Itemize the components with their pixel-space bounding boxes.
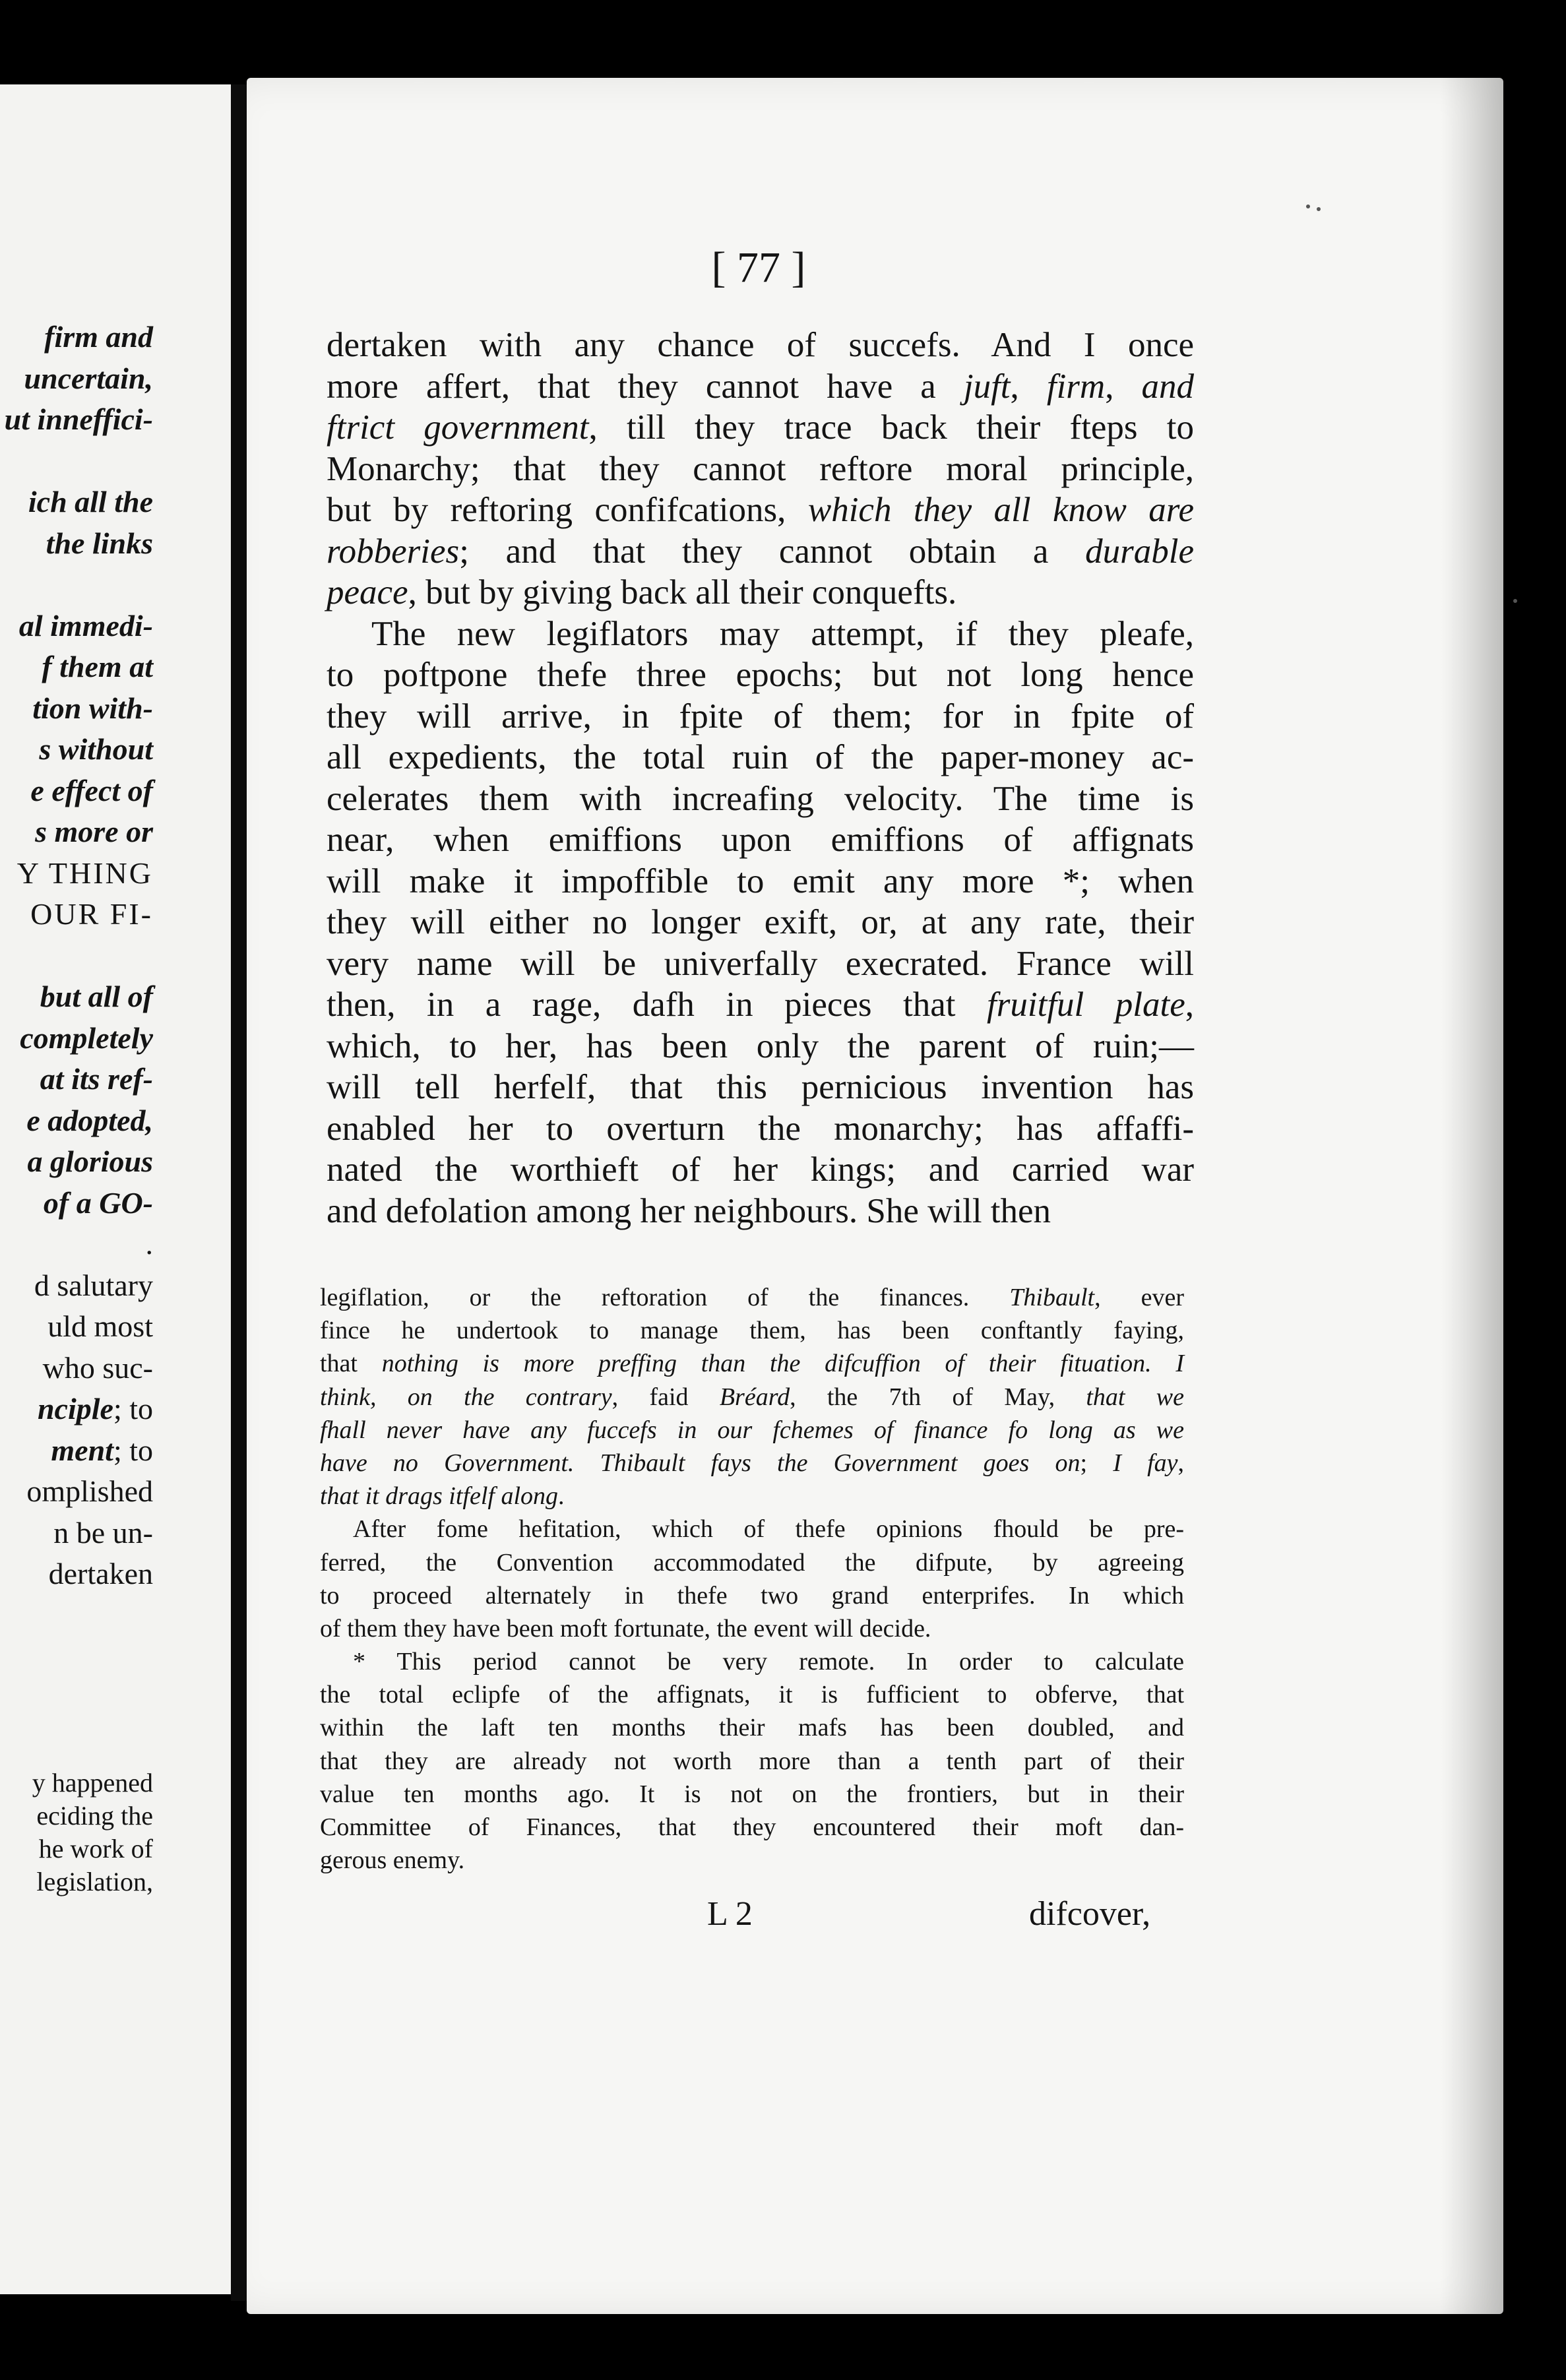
previous-page-line: al immedi- <box>18 608 153 642</box>
previous-page-line: the links <box>46 526 153 560</box>
book-gutter <box>231 84 247 2301</box>
previous-page-line: s more or <box>35 815 153 848</box>
footnote-line: fhall never have any fuccefs in our fchemes of finance fo long as we <box>320 1416 1184 1444</box>
text-line: to poftpone thefe three epochs; but not long hence <box>327 656 1194 694</box>
previous-page-line: a glorious <box>27 1144 153 1178</box>
footnote-line: to proceed alternately in thefe two grand enterprifes. In which <box>320 1581 1184 1610</box>
previous-page-line: firm and <box>44 320 153 354</box>
previous-page-line: OUR FI- <box>30 897 153 931</box>
previous-page-line: ut inneffici- <box>4 402 153 436</box>
previous-page-line: e effect of <box>30 773 153 807</box>
text-line: robberies; and that they cannot obtain a durable <box>327 532 1194 571</box>
footnote-line: value ten months ago. It is not on the frontiers, but in their <box>320 1780 1184 1808</box>
previous-page-line: . <box>145 1227 153 1261</box>
text-line: they will either no longer exift, or, at any rate, their <box>327 903 1194 941</box>
footnotes <box>320 1281 1184 1877</box>
previous-page-line: Y THING <box>16 856 153 890</box>
text-line: which, to her, has been only the parent of ruin;— <box>327 1026 1194 1065</box>
footnote-line: fince he undertook to manage them, has been conftantly faying, <box>320 1317 1184 1345</box>
previous-page-line: nciple; to <box>37 1392 153 1425</box>
signature-mark: L 2 <box>707 1895 753 1933</box>
footnote-line: the total eclipfe of the affignats, it is fufficient to obferve, that <box>320 1681 1184 1709</box>
text-line: but by reftoring confifcations, which they all know are <box>327 491 1194 529</box>
text-line: and defolation among her neighbours. She will then <box>327 1191 1051 1230</box>
text-line: they will arrive, in fpite of them; for in fpite of <box>327 697 1194 736</box>
text-line: Monarchy; that they cannot reftore moral principle, <box>327 449 1194 488</box>
footnote-line: legiflation, or the reftoration of the finances. Thibault, ever <box>320 1284 1184 1311</box>
text-line: near, when emiffions upon emiffions of affignats <box>327 821 1194 859</box>
previous-page-line: ment; to <box>51 1433 153 1467</box>
previous-page-line: tion with- <box>32 691 153 725</box>
footnote-line: that nothing is more preffing than the difcuffion of their fituation. I <box>320 1350 1184 1378</box>
text-line: nated the worthieft of her kings; and carried war <box>327 1150 1194 1189</box>
running-head-page-number: [ 77 ] <box>711 243 806 292</box>
footnote-line: that they are already not worth more than a tenth part of their <box>320 1747 1184 1775</box>
footnote-line: After fome hefitation, which of thefe opinions fhould be pre- <box>353 1515 1184 1544</box>
previous-page-line: e adopted, <box>26 1103 153 1137</box>
previous-page-line: dertaken <box>48 1557 153 1590</box>
previous-page-line: completely <box>20 1020 153 1055</box>
main-body-text <box>327 325 1194 1232</box>
paper-speck <box>1513 599 1517 603</box>
footnote-line: that it drags itfelf along. <box>320 1482 565 1511</box>
footnote-line: think, on the contrary, faid Bréard, the 7th of May, that we <box>320 1383 1184 1411</box>
previous-page-line: omplished <box>26 1474 153 1508</box>
previous-page-line: but all of <box>40 980 153 1013</box>
previous-page-line: ich all the <box>28 485 153 518</box>
previous-page-line: uld most <box>47 1309 153 1343</box>
previous-page-footnote-line: y happened <box>32 1768 153 1798</box>
previous-page-line: d salutary <box>34 1268 153 1302</box>
previous-page-line: at its ref- <box>40 1062 153 1096</box>
footnote-line: of them they have been moft fortunate, the event will decide. <box>320 1614 931 1643</box>
previous-page-line: who suc- <box>42 1350 153 1385</box>
footnote-line: within the laft ten months their mafs has been doubled, and <box>320 1714 1184 1742</box>
text-line: more affert, that they cannot have a juft, firm, and <box>327 367 1195 406</box>
footnote-line: Committee of Finances, that they encountered their moft dan- <box>320 1813 1184 1841</box>
text-line: celerates them with increafing velocity. The time is <box>327 779 1194 818</box>
previous-page-line: f them at <box>42 650 153 683</box>
footnote-line: ferred, the Convention accommodated the difpute, by agreeing <box>320 1548 1184 1577</box>
paper-speck <box>1317 207 1321 211</box>
footnote-line: * This period cannot be very remote. In order to calculate <box>353 1648 1184 1676</box>
text-line: dertaken with any chance of succefs. And I once <box>327 326 1194 364</box>
text-line: will tell herfelf, that this pernicious invention has <box>327 1068 1194 1106</box>
text-line: enabled her to overturn the monarchy; has affaffi- <box>327 1109 1194 1148</box>
footnote-line: have no Government. Thibault fays the Government goes on; I fay, <box>320 1449 1184 1477</box>
text-line: ftrict government, till they trace back their fteps to <box>327 408 1194 447</box>
text-line: The new legiflators may attempt, if they pleafe, <box>371 614 1194 653</box>
previous-page-footnote-line: he work of <box>38 1834 153 1863</box>
previous-page-line: n be un- <box>53 1515 153 1550</box>
text-line: then, in a rage, dafh in pieces that fruitful plate, <box>327 986 1194 1024</box>
catchword: difcover, <box>1029 1895 1151 1933</box>
previous-page-line: s without <box>39 732 153 766</box>
previous-page-footnote-line: legislation, <box>36 1867 153 1896</box>
paper-speck <box>1306 204 1310 208</box>
text-line: all expedients, the total ruin of the paper-money ac- <box>327 738 1194 776</box>
previous-page-line: of a GO- <box>43 1185 153 1220</box>
previous-page-line: uncertain, <box>24 361 153 395</box>
previous-page-fragment <box>0 84 231 2294</box>
text-line: peace, but by giving back all their conquefts. <box>327 573 957 611</box>
text-line: very name will be univerfally execrated. France will <box>327 944 1194 983</box>
text-line: will make it impoffible to emit any more *; when <box>327 861 1194 900</box>
previous-page-footnote-line: eciding the <box>36 1801 153 1831</box>
footnote-line: gerous enemy. <box>320 1846 465 1875</box>
